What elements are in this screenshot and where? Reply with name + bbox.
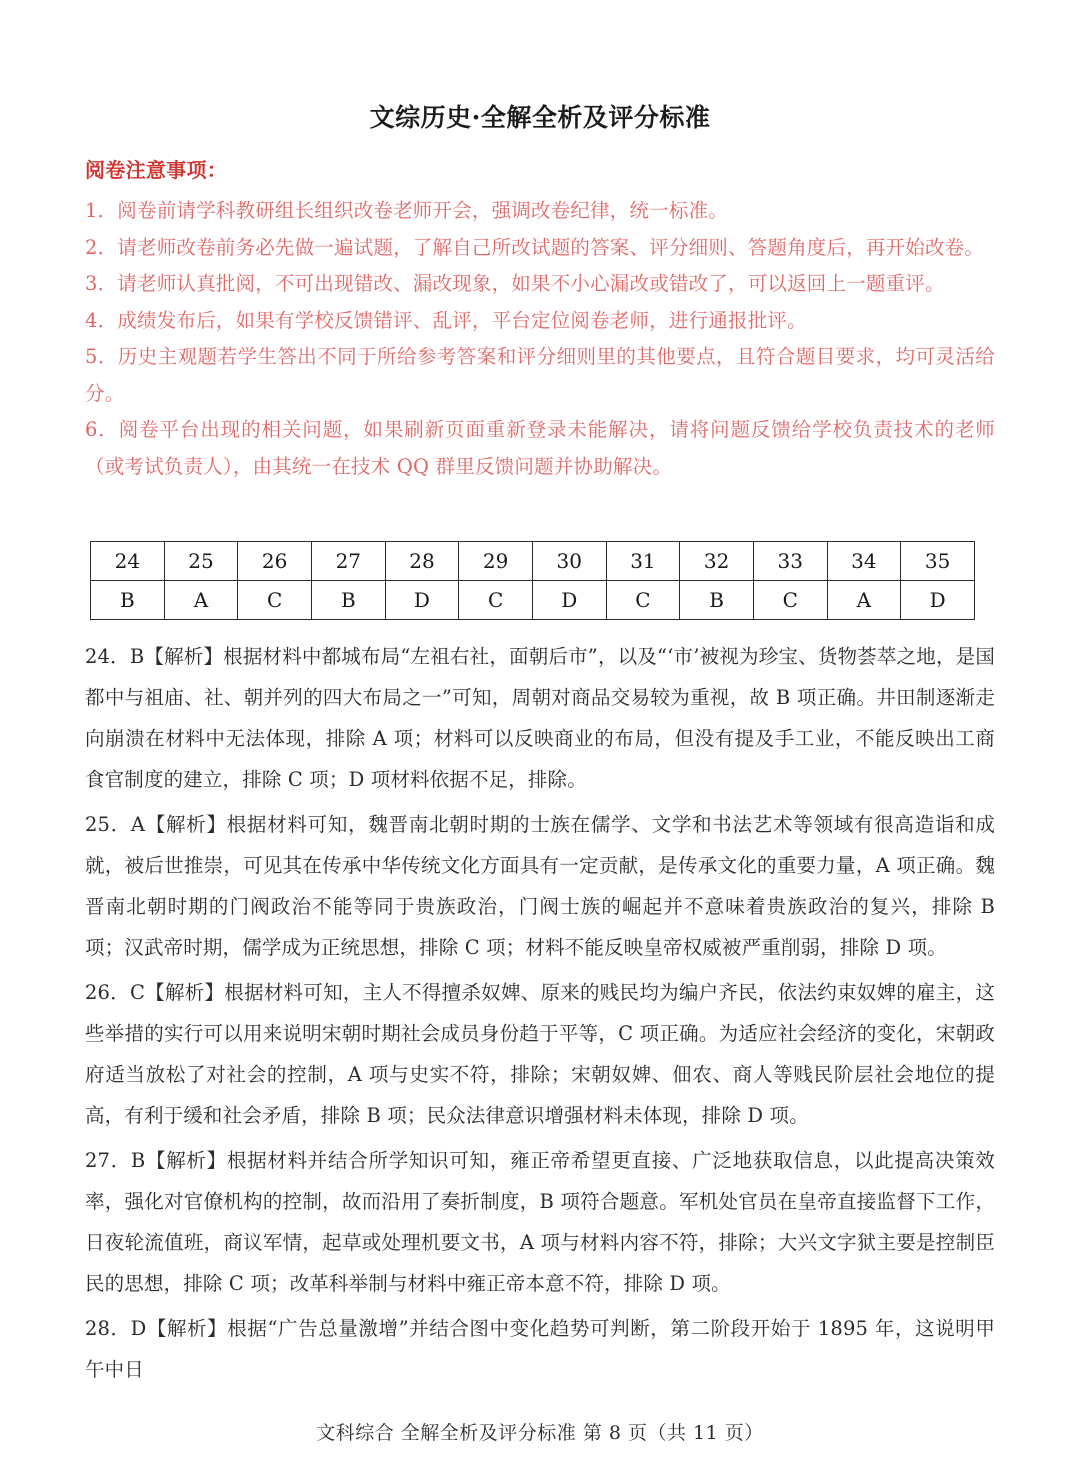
table-cell-question-number: 32 (680, 542, 754, 581)
table-cell-question-number: 33 (753, 542, 827, 581)
explanation-question-26: 26．C【解析】根据材料可知，主人不得擅杀奴婢、原来的贱民均为编户齐民，依法约束奴婢的雇主，这些举措的实行可以用来说明宋朝时期社会成员身份趋于平等，C 项正确。为适应社会经济的变化，宋朝政府适当放松了对社会的控制，A 项与史实不符，排除；宋朝奴婢、佃农、商人等贱民阶层社会地位的提高，有利于缓和社会矛盾，排除 B 项；民众法律意识增强材料未体现，排除 D 项。 (85, 981, 995, 1127)
table-cell-answer: D (532, 581, 606, 620)
explanation-question-28: 28．D【解析】根据“广告总量激增”并结合图中变化趋势可判断，第二阶段开始于 1895 年，这说明甲午中日 (85, 1317, 995, 1381)
table-cell-answer: C (606, 581, 680, 620)
table-cell-answer: D (385, 581, 459, 620)
table-cell-answer: A (164, 581, 238, 620)
table-cell-answer: B (311, 581, 385, 620)
table-cell-question-number: 34 (827, 542, 901, 581)
page-title: 文综历史·全解全析及评分标准 (369, 103, 711, 132)
explanation-question-27: 27．B【解析】根据材料并结合所学知识可知，雍正帝希望更直接、广泛地获取信息，以此提高决策效率，强化对官僚机构的控制，故而沿用了奏折制度，B 项符合题意。军机处官员在皇帝直接监督下工作，日夜轮流值班，商议军情，起草或处理机要文书，A 项与材料内容不符，排除；大兴文字狱主要是控制臣民的思想，排除 C 项；改革科举制与材料中雍正帝本意不符，排除 D 项。 (85, 1149, 995, 1295)
table-cell-answer: D (901, 581, 975, 620)
table-cell-question-number: 31 (606, 542, 680, 581)
notice-item-3: 3．请老师认真批阅，不可出现错改、漏改现象，如果不小心漏改或错改了，可以返回上一题重评。 (85, 272, 945, 295)
table-cell-question-number: 26 (238, 542, 312, 581)
table-cell-answer: A (827, 581, 901, 620)
table-cell-answer: B (91, 581, 165, 620)
answer-key-table (90, 541, 975, 620)
notice-item-1: 1．阅卷前请学科教研组长组织改卷老师开会，强调改卷纪律，统一标准。 (85, 199, 729, 222)
explanations-block (85, 636, 995, 1390)
table-cell-question-number: 30 (532, 542, 606, 581)
explanation-question-24: 24．B【解析】根据材料中都城布局“左祖右社，面朝后市”，以及“‘市’被视为珍宝、货物荟萃之地，是国都中与祖庙、社、朝并列的四大布局之一”可知，周朝对商品交易较为重视，故 B 项正确。井田制逐渐走向崩溃在材料中无法体现，排除 A 项；材料可以反映商业的布局，但没有提及手工业，不能反映出工商食官制度的建立，排除 C 项；D 项材料依据不足，排除。 (85, 645, 995, 791)
table-cell-answer: C (238, 581, 312, 620)
marking-notice-block (85, 155, 995, 485)
table-cell-question-number: 24 (91, 542, 165, 581)
table-cell-question-number: 35 (901, 542, 975, 581)
table-cell-question-number: 29 (459, 542, 533, 581)
page-content (85, 0, 995, 1394)
notice-item-4: 4．成绩发布后，如果有学校反馈错评、乱评，平台定位阅卷老师，进行通报批评。 (85, 308, 807, 332)
notice-item-6: 6．阅卷平台出现的相关问题，如果刷新页面重新登录未能解决，请将问题反馈给学校负责技术的老师（或考试负责人），由其统一在技术 QQ 群里反馈问题并协助解决。 (85, 418, 995, 478)
table-cell-answer: B (680, 581, 754, 620)
table-cell-answer: C (753, 581, 827, 620)
table-cell-question-number: 28 (385, 542, 459, 581)
table-row-answers (91, 581, 975, 620)
page-footer: 文科综合 全解全析及评分标准 第 8 页（共 11 页） (316, 1422, 764, 1444)
notice-item-2: 2．请老师改卷前务必先做一遍试题，了解自己所改试题的答案、评分细则、答题角度后，再开始改卷。 (85, 235, 985, 259)
explanation-question-25: 25．A【解析】根据材料可知，魏晋南北朝时期的士族在儒学、文学和书法艺术等领域有很高造诣和成就，被后世推崇，可见其在传承中华传统文化方面具有一定贡献，是传承文化的重要力量，A 项正确。魏晋南北朝时期的门阀政治不能等同于贵族政治，门阀士族的崛起并不意味着贵族政治的复兴，排除 B 项；汉武帝时期，儒学成为正统思想，排除 C 项；材料不能反映皇帝权威被严重削弱，排除 D 项。 (85, 813, 995, 959)
table-cell-question-number: 27 (311, 542, 385, 581)
answer-key-table-wrapper (90, 541, 995, 620)
table-row-question-numbers (91, 542, 975, 581)
notice-item-5: 5．历史主观题若学生答出不同于所给参考答案和评分细则里的其他要点，且符合题目要求，均可灵活给分。 (85, 345, 995, 405)
notice-heading: 阅卷注意事项： (85, 158, 228, 182)
table-cell-question-number: 25 (164, 542, 238, 581)
table-cell-answer: C (459, 581, 533, 620)
